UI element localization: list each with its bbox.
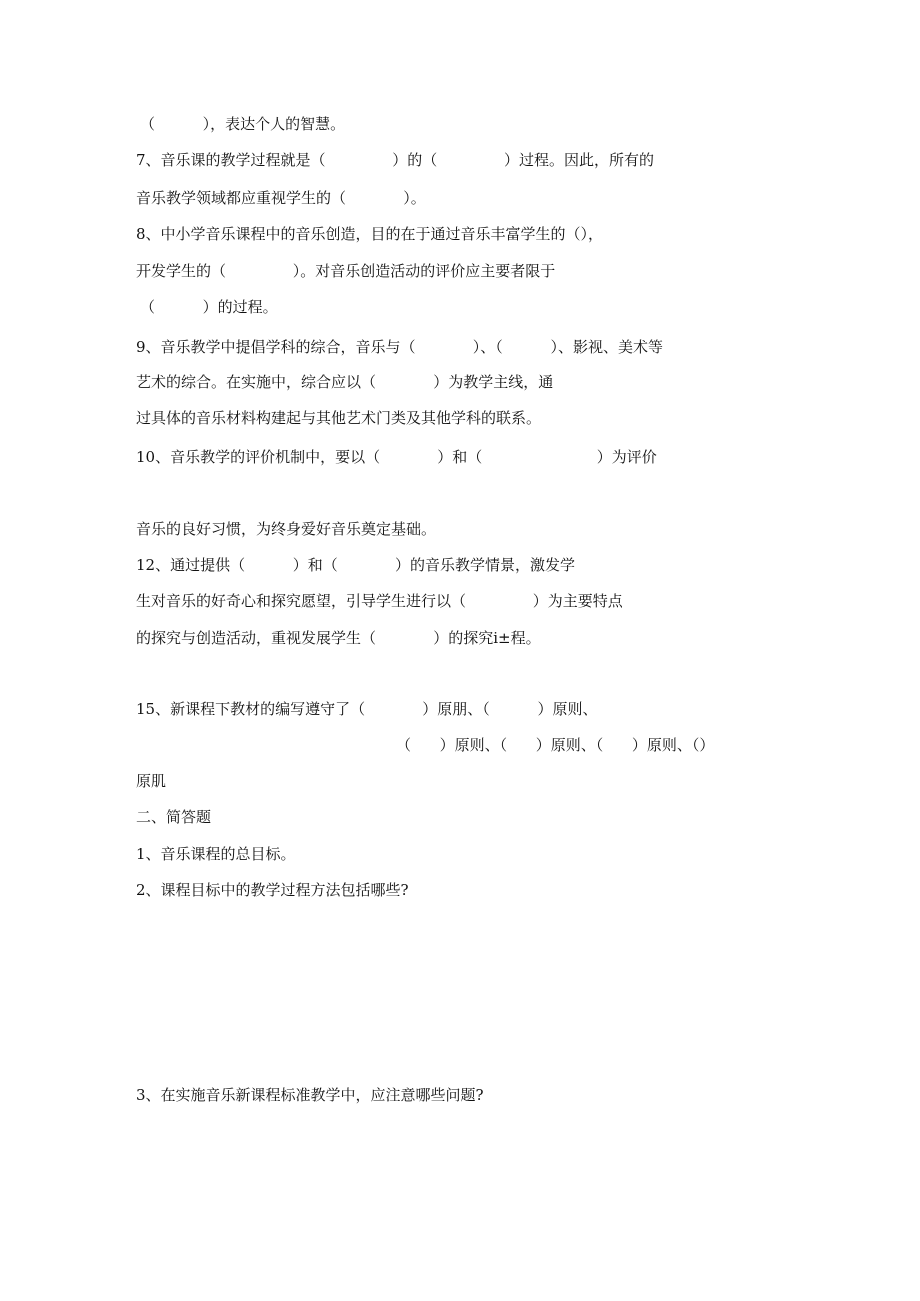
text-line: 原肌 — [136, 772, 167, 790]
text-line: （ ），表达个人的智慧。 — [140, 115, 346, 133]
text-line: 音乐教学领域都应重视学生的（ ）。 — [136, 189, 426, 207]
text-line: 的探究与创造活动，重视发展学生（ ）的探究i±程。 — [136, 629, 541, 647]
text-line: 艺术的综合。在实施中，综合应以（ ）为教学主线，通 — [136, 373, 554, 391]
section-heading: 二、简答题 — [136, 808, 212, 826]
text-line: 10、音乐教学的评价机制中，要以（ ）和（ ）为评价 — [136, 448, 657, 466]
text-line: 9、音乐教学中提倡学科的综合，音乐与（ ）、（ ）、影视、美术等 — [136, 338, 663, 356]
text-line: 15、新课程下教材的编写遵守了（ ）原朋、（ ）原则、 — [136, 700, 598, 718]
text-line: （ ）的过程。 — [140, 298, 278, 316]
text-line: 7、音乐课的教学过程就是（ ）的（ ）过程。因此，所有的 — [136, 151, 655, 169]
text-line: 过具体的音乐材料构建起与其他艺术门类及其他学科的联系。 — [136, 409, 542, 427]
text-line: 12、通过提供（ ）和（ ）的音乐教学情景，激发学 — [136, 556, 575, 574]
text-line: 8、中小学音乐课程中的音乐创造，目的在于通过音乐丰富学生的（）， — [136, 225, 604, 243]
text-line: 生对音乐的好奇心和探究愿望，引导学生进行以（ ）为主要特点 — [136, 592, 623, 610]
text-line: 开发学生的（ ）。对音乐创造活动的评价应主要者限于 — [136, 262, 556, 280]
text-line: （ ）原则、（ ）原则、（ ）原则、（） — [396, 736, 715, 754]
text-line: 音乐的良好习惯，为终身爱好音乐奠定基础。 — [136, 520, 437, 538]
question-line: 1、音乐课程的总目标。 — [136, 845, 296, 863]
question-line: 3、在实施音乐新课程标准教学中，应注意哪些问题? — [136, 1086, 484, 1104]
question-line: 2、课程目标中的教学过程方法包括哪些? — [136, 881, 409, 899]
